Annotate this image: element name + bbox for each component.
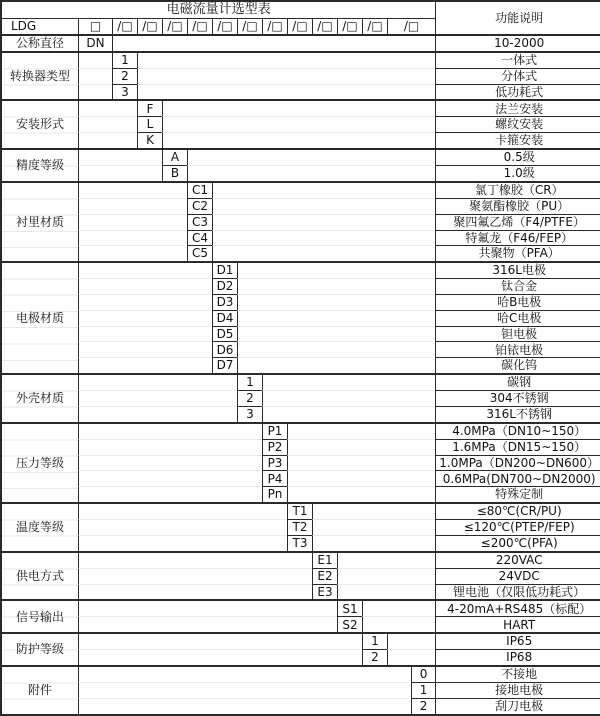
desc-cell: 碳化钨 xyxy=(435,357,600,373)
empty-cell xyxy=(78,294,212,310)
code-cell: D3 xyxy=(212,294,237,310)
code-cell: P4 xyxy=(262,470,287,486)
empty-cell xyxy=(78,502,287,519)
code-cell: L xyxy=(137,116,162,132)
desc-cell: 碳钢 xyxy=(435,373,600,390)
group-label: 安装形式 xyxy=(2,99,78,148)
empty-cell xyxy=(237,326,435,342)
empty-cell xyxy=(187,148,435,165)
empty-cell xyxy=(78,341,212,357)
empty-cell xyxy=(78,326,212,342)
code-cell: P3 xyxy=(262,455,287,471)
desc-cell: 特氟龙（F46/FEP） xyxy=(435,230,600,246)
code-cell: 2 xyxy=(411,698,435,714)
desc-cell: 304不锈钢 xyxy=(435,390,600,406)
group-label: 压力等级 xyxy=(2,422,78,502)
model-slot: /□ xyxy=(112,18,137,34)
empty-cell xyxy=(337,584,435,600)
empty-cell xyxy=(237,294,435,310)
code-cell: 3 xyxy=(112,84,137,100)
empty-cell xyxy=(162,116,435,132)
model-slot: /□ xyxy=(187,18,212,34)
empty-cell xyxy=(78,616,337,632)
empty-cell xyxy=(78,245,187,261)
code-cell: E2 xyxy=(312,568,337,584)
code-cell: D4 xyxy=(212,310,237,326)
code-cell: 3 xyxy=(237,406,262,422)
empty-cell xyxy=(78,68,112,84)
empty-cell xyxy=(78,390,237,406)
desc-cell: ≤80℃(CR/PU) xyxy=(435,502,600,519)
desc-cell: 316L电极 xyxy=(435,261,600,278)
empty-cell xyxy=(312,519,435,535)
desc-cell: 聚氨酯橡胶（PU） xyxy=(435,198,600,214)
desc-cell: 氯丁橡胶（CR） xyxy=(435,181,600,198)
code-cell: 1 xyxy=(237,373,262,390)
code-cell: 1 xyxy=(112,51,137,68)
model-slot: /□ xyxy=(262,18,287,34)
desc-cell: 刮刀电极 xyxy=(435,698,600,714)
desc-cell: 螺纹安装 xyxy=(435,116,600,132)
empty-cell xyxy=(78,551,312,568)
code-cell: E1 xyxy=(312,551,337,568)
model-slot: /□ xyxy=(387,18,435,34)
group-label: 转换器类型 xyxy=(2,51,78,100)
group-label: 公称直径 xyxy=(2,34,78,51)
desc-cell: 钽电极 xyxy=(435,326,600,342)
code-cell: B xyxy=(162,165,187,181)
desc-cell: 不接地 xyxy=(435,665,600,682)
empty-cell xyxy=(287,455,435,471)
desc-cell: 24VDC xyxy=(435,568,600,584)
empty-cell xyxy=(78,682,411,698)
empty-cell xyxy=(78,84,112,100)
empty-cell xyxy=(262,373,435,390)
code-cell: C1 xyxy=(187,181,212,198)
empty-cell xyxy=(237,341,435,357)
empty-cell xyxy=(212,181,435,198)
desc-cell: 共聚物（PFA） xyxy=(435,245,600,261)
code-cell: D5 xyxy=(212,326,237,342)
empty-cell xyxy=(212,230,435,246)
empty-cell xyxy=(78,470,262,486)
empty-cell xyxy=(78,310,212,326)
desc-cell: 10-2000 xyxy=(435,34,600,51)
code-cell: T2 xyxy=(287,519,312,535)
group-label: 防护等级 xyxy=(2,632,78,665)
empty-cell xyxy=(212,214,435,230)
empty-cell xyxy=(362,599,435,616)
desc-cell: 特殊定制 xyxy=(435,486,600,502)
code-cell: D2 xyxy=(212,278,237,294)
empty-cell xyxy=(162,99,435,116)
model-slot: /□ xyxy=(137,18,162,34)
empty-cell xyxy=(78,486,262,502)
empty-cell xyxy=(78,214,187,230)
empty-cell xyxy=(312,502,435,519)
empty-cell xyxy=(78,357,212,373)
model-slot: /□ xyxy=(312,18,337,34)
empty-cell xyxy=(237,357,435,373)
empty-cell xyxy=(78,584,312,600)
code-cell: S1 xyxy=(337,599,362,616)
empty-cell xyxy=(262,406,435,422)
empty-cell xyxy=(78,535,287,551)
empty-cell xyxy=(237,278,435,294)
code-cell: Pn xyxy=(262,486,287,502)
code-cell: 1 xyxy=(411,682,435,698)
empty-cell xyxy=(78,278,212,294)
desc-cell: 哈B电极 xyxy=(435,294,600,310)
empty-cell xyxy=(387,632,435,649)
empty-cell xyxy=(287,439,435,455)
empty-cell xyxy=(78,373,237,390)
empty-cell xyxy=(78,148,162,165)
empty-cell xyxy=(78,455,262,471)
empty-cell xyxy=(237,310,435,326)
empty-cell xyxy=(162,132,435,148)
code-cell: A xyxy=(162,148,187,165)
code-cell: 2 xyxy=(237,390,262,406)
group-label: 衬里材质 xyxy=(2,181,78,261)
code-cell: 0 xyxy=(411,665,435,682)
desc-cell: 1.0MPa（DN200~DN600） xyxy=(435,455,600,471)
empty-cell xyxy=(287,470,435,486)
empty-cell xyxy=(262,390,435,406)
empty-cell xyxy=(78,116,137,132)
desc-cell: ≤200℃(PFA) xyxy=(435,535,600,551)
model-slot: /□ xyxy=(287,18,312,34)
empty-cell xyxy=(78,698,411,714)
model-code-box: □ xyxy=(78,18,112,34)
empty-cell xyxy=(78,519,287,535)
desc-cell: 一体式 xyxy=(435,51,600,68)
group-label: 附件 xyxy=(2,665,78,714)
model-slot: /□ xyxy=(162,18,187,34)
code-cell: T1 xyxy=(287,502,312,519)
desc-cell: IP65 xyxy=(435,632,600,649)
model-slot: /□ xyxy=(337,18,362,34)
desc-cell: 锂电池（仅限低功耗式） xyxy=(435,584,600,600)
desc-cell: 接地电极 xyxy=(435,682,600,698)
desc-cell: 316L不锈钢 xyxy=(435,406,600,422)
empty-cell xyxy=(137,68,435,84)
code-cell: K xyxy=(137,132,162,148)
desc-cell: 0.6MPa(DN700~DN2000) xyxy=(435,470,600,486)
empty-cell xyxy=(187,165,435,181)
desc-cell: ≤120℃(PTEP/FEP) xyxy=(435,519,600,535)
code-cell: 2 xyxy=(112,68,137,84)
empty-cell xyxy=(137,84,435,100)
group-label: 温度等级 xyxy=(2,502,78,551)
code-cell: D6 xyxy=(212,341,237,357)
function-column-header: 功能说明 xyxy=(435,2,600,34)
empty-cell xyxy=(78,99,137,116)
desc-cell: 4.0MPa（DN10~150） xyxy=(435,422,600,439)
empty-cell xyxy=(78,632,362,649)
empty-cell xyxy=(112,34,435,51)
model-slot: /□ xyxy=(237,18,262,34)
empty-cell xyxy=(312,535,435,551)
empty-cell xyxy=(212,198,435,214)
empty-cell xyxy=(362,616,435,632)
code-cell: C5 xyxy=(187,245,212,261)
desc-cell: 0.5级 xyxy=(435,148,600,165)
empty-cell xyxy=(78,422,262,439)
empty-cell xyxy=(78,51,112,68)
desc-cell: HART xyxy=(435,616,600,632)
code-cell: C3 xyxy=(187,214,212,230)
empty-cell xyxy=(78,198,187,214)
code-cell: C2 xyxy=(187,198,212,214)
model-slot: /□ xyxy=(212,18,237,34)
desc-cell: 铂铱电极 xyxy=(435,341,600,357)
code-cell: S2 xyxy=(337,616,362,632)
group-label: 电极材质 xyxy=(2,261,78,373)
model-prefix: LDG xyxy=(2,18,78,34)
empty-cell xyxy=(237,261,435,278)
desc-cell: 聚四氟乙烯（F4/PTFE） xyxy=(435,214,600,230)
desc-cell: 1.0级 xyxy=(435,165,600,181)
code-cell: P2 xyxy=(262,439,287,455)
empty-cell xyxy=(212,245,435,261)
code-cell: 2 xyxy=(362,649,387,665)
desc-cell: 卡箍安装 xyxy=(435,132,600,148)
desc-cell: 分体式 xyxy=(435,68,600,84)
empty-cell xyxy=(78,230,187,246)
code-cell: T3 xyxy=(287,535,312,551)
desc-cell: 4-20mA+RS485（标配） xyxy=(435,599,600,616)
desc-cell: IP68 xyxy=(435,649,600,665)
empty-cell xyxy=(287,486,435,502)
group-label: 信号输出 xyxy=(2,599,78,632)
empty-cell xyxy=(78,599,337,616)
empty-cell xyxy=(78,568,312,584)
empty-cell xyxy=(78,439,262,455)
desc-cell: 220VAC xyxy=(435,551,600,568)
empty-cell xyxy=(78,649,362,665)
empty-cell xyxy=(337,568,435,584)
empty-cell xyxy=(78,165,162,181)
code-cell: E3 xyxy=(312,584,337,600)
empty-cell xyxy=(78,132,137,148)
empty-cell xyxy=(78,261,212,278)
empty-cell xyxy=(137,51,435,68)
desc-cell: 1.6MPa（DN15~150） xyxy=(435,439,600,455)
group-label: 精度等级 xyxy=(2,148,78,181)
code-cell: P1 xyxy=(262,422,287,439)
empty-cell xyxy=(78,181,187,198)
table-title: 电磁流量计选型表 xyxy=(166,2,271,18)
empty-cell xyxy=(337,551,435,568)
code-cell: D1 xyxy=(212,261,237,278)
model-slot: /□ xyxy=(362,18,387,34)
group-label: 外壳材质 xyxy=(2,373,78,422)
code-cell: F xyxy=(137,99,162,116)
desc-cell: 低功耗式 xyxy=(435,84,600,100)
code-cell: DN xyxy=(78,34,112,51)
code-cell: C4 xyxy=(187,230,212,246)
empty-cell xyxy=(78,406,237,422)
code-cell: D7 xyxy=(212,357,237,373)
desc-cell: 法兰安装 xyxy=(435,99,600,116)
empty-cell xyxy=(387,649,435,665)
code-cell: 1 xyxy=(362,632,387,649)
group-label: 供电方式 xyxy=(2,551,78,600)
empty-cell xyxy=(287,422,435,439)
empty-cell xyxy=(78,665,411,682)
desc-cell: 钛合金 xyxy=(435,278,600,294)
desc-cell: 哈C电极 xyxy=(435,310,600,326)
